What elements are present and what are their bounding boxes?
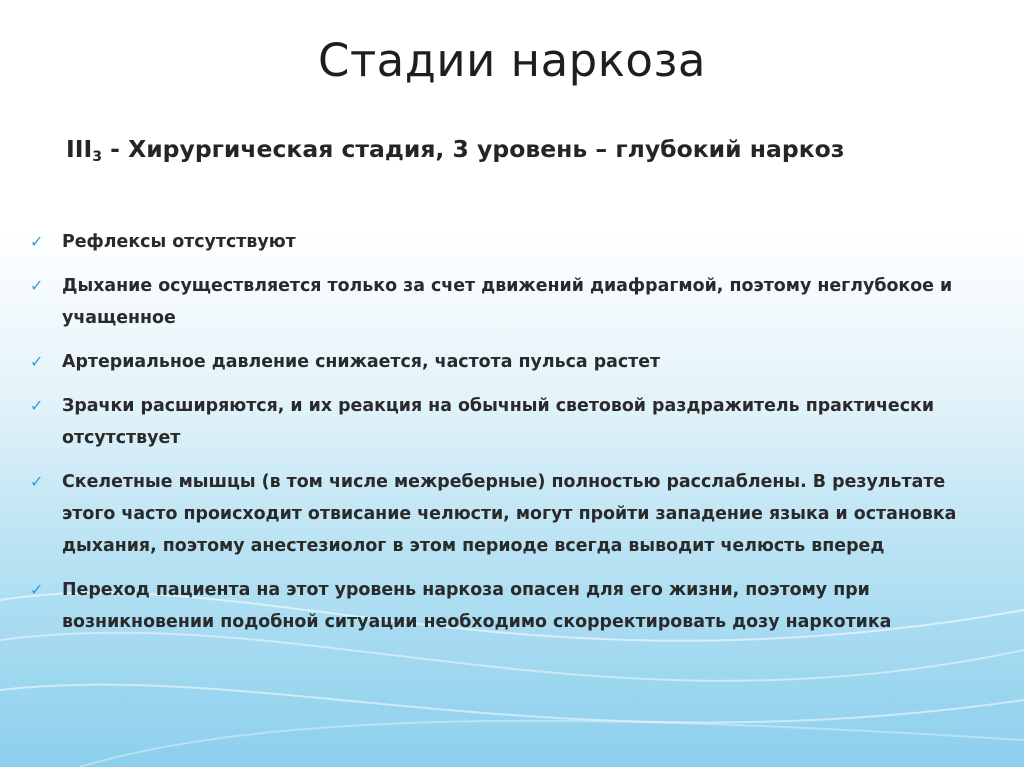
bullet-item xyxy=(30,574,990,638)
slide-subtitle xyxy=(66,125,966,182)
bullet-item xyxy=(30,390,990,454)
subtitle-text: - Хирургическая стадия, 3 уровень – глубокий наркоз xyxy=(101,135,845,163)
bullet-item xyxy=(30,466,990,562)
bullet-item xyxy=(30,346,990,378)
checkmark-icon: ✓ xyxy=(30,276,44,295)
checkmark-icon: ✓ xyxy=(30,472,44,491)
bullet-item xyxy=(30,270,990,334)
bullet-item xyxy=(30,226,990,258)
bullet-text: Переход пациента на этот уровень наркоза опасен для его жизни, поэтому при возникновении подобной ситуации необходимо скорректировать дозу наркотика xyxy=(62,580,892,632)
bullet-text: Дыхание осуществляется только за счет движений диафрагмой, поэтому неглубокое и учащенное xyxy=(62,276,953,328)
checkmark-icon: ✓ xyxy=(30,580,44,599)
slide-title: Стадии наркоза xyxy=(318,34,706,87)
subtitle-prefix: III xyxy=(66,135,93,163)
bullet-text: Артериальное давление снижается, частота пульса растет xyxy=(62,352,661,372)
checkmark-icon: ✓ xyxy=(30,232,44,251)
bullet-text: Рефлексы отсутствуют xyxy=(62,232,296,252)
checkmark-icon: ✓ xyxy=(30,396,44,415)
bullet-list xyxy=(30,226,990,650)
subtitle-subscript: 3 xyxy=(92,149,102,165)
checkmark-icon: ✓ xyxy=(30,352,44,371)
bullet-text: Зрачки расширяются, и их реакция на обычный световой раздражитель практически отсутствует xyxy=(62,396,935,448)
bullet-text: Скелетные мышцы (в том числе межреберные) полностью расслаблены. В результате этого часто происходит отвисание челюсти, могут пройти западение языка и остановка дыхания, поэтому анестезиолог в этом периоде всегда выводит челюсть вперед xyxy=(62,472,957,556)
